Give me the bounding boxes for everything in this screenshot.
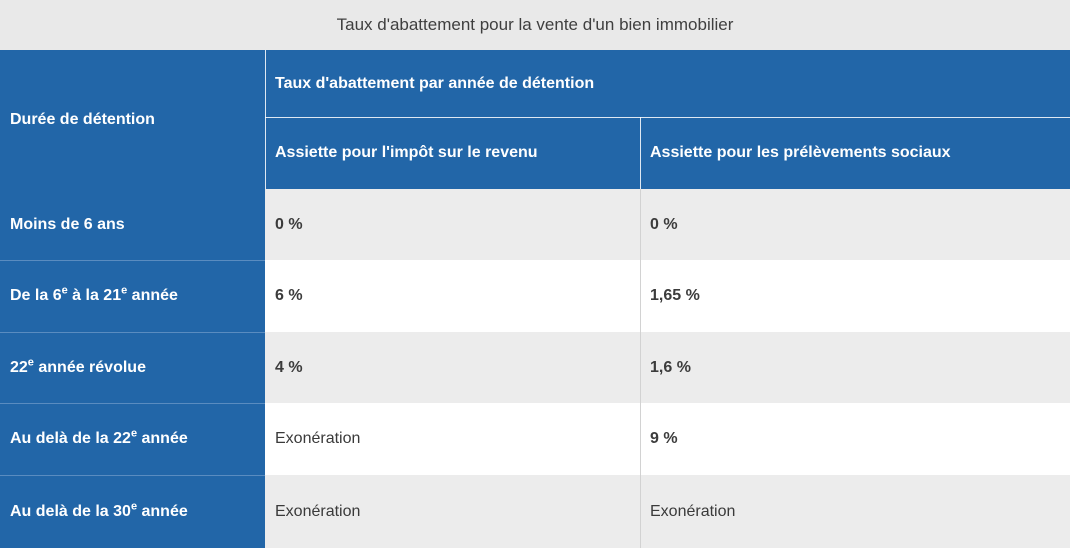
table-row-label bbox=[0, 260, 265, 332]
row-label-text: Moins de 6 ans bbox=[10, 215, 125, 233]
table-caption: Taux d'abattement pour la vente d'un bien immobilier bbox=[0, 0, 1070, 50]
table-row-label bbox=[0, 475, 265, 548]
social-levies-rate-cell bbox=[640, 189, 1070, 260]
row-divider bbox=[0, 332, 265, 333]
row-label-text: 22e année révolue bbox=[10, 356, 146, 376]
social-levies-rate: Exonération bbox=[650, 502, 736, 520]
header-social-levies bbox=[640, 117, 1070, 189]
header-duration bbox=[0, 50, 265, 189]
row-divider bbox=[0, 260, 265, 261]
social-levies-rate-cell bbox=[640, 332, 1070, 403]
income-tax-rate: Exonération bbox=[275, 430, 361, 447]
social-levies-rate: 9 % bbox=[650, 430, 678, 447]
income-tax-rate-cell bbox=[265, 189, 640, 260]
social-levies-rate: 1,6 % bbox=[650, 358, 691, 376]
social-levies-rate-cell bbox=[640, 403, 1070, 475]
social-levies-rate-cell bbox=[640, 260, 1070, 332]
table-row-label bbox=[0, 403, 265, 475]
row-label-text: Au delà de la 30e année bbox=[10, 500, 188, 520]
social-levies-rate: 0 % bbox=[650, 215, 678, 233]
header-income-tax-label: Assiette pour l'impôt sur le revenu bbox=[275, 144, 538, 161]
row-label-text: De la 6e à la 21e année bbox=[10, 284, 178, 304]
income-tax-rate: 4 % bbox=[275, 358, 303, 376]
income-tax-rate-cell bbox=[265, 260, 640, 332]
table-row-label bbox=[0, 332, 265, 403]
row-label-text: Au delà de la 22e année bbox=[10, 427, 188, 447]
social-levies-rate: 1,65 % bbox=[650, 287, 700, 304]
header-group-label: Taux d'abattement par année de détention bbox=[275, 74, 595, 92]
row-divider bbox=[0, 403, 265, 404]
header-social-levies-label: Assiette pour les prélèvements sociaux bbox=[650, 144, 951, 161]
row-divider bbox=[0, 475, 265, 476]
header-divider bbox=[265, 117, 1070, 118]
income-tax-rate: Exonération bbox=[275, 502, 361, 520]
income-tax-rate: 0 % bbox=[275, 215, 303, 233]
social-levies-rate-cell bbox=[640, 475, 1070, 548]
header-divider bbox=[640, 117, 641, 189]
header-divider bbox=[265, 50, 266, 189]
header-group bbox=[265, 50, 1070, 117]
income-tax-rate-cell bbox=[265, 332, 640, 403]
header-income-tax bbox=[265, 117, 640, 189]
header-duration-label: Durée de détention bbox=[10, 110, 155, 128]
column-divider bbox=[640, 189, 641, 548]
income-tax-rate: 6 % bbox=[275, 287, 303, 304]
table-row-label bbox=[0, 189, 265, 260]
income-tax-rate-cell bbox=[265, 475, 640, 548]
income-tax-rate-cell bbox=[265, 403, 640, 475]
